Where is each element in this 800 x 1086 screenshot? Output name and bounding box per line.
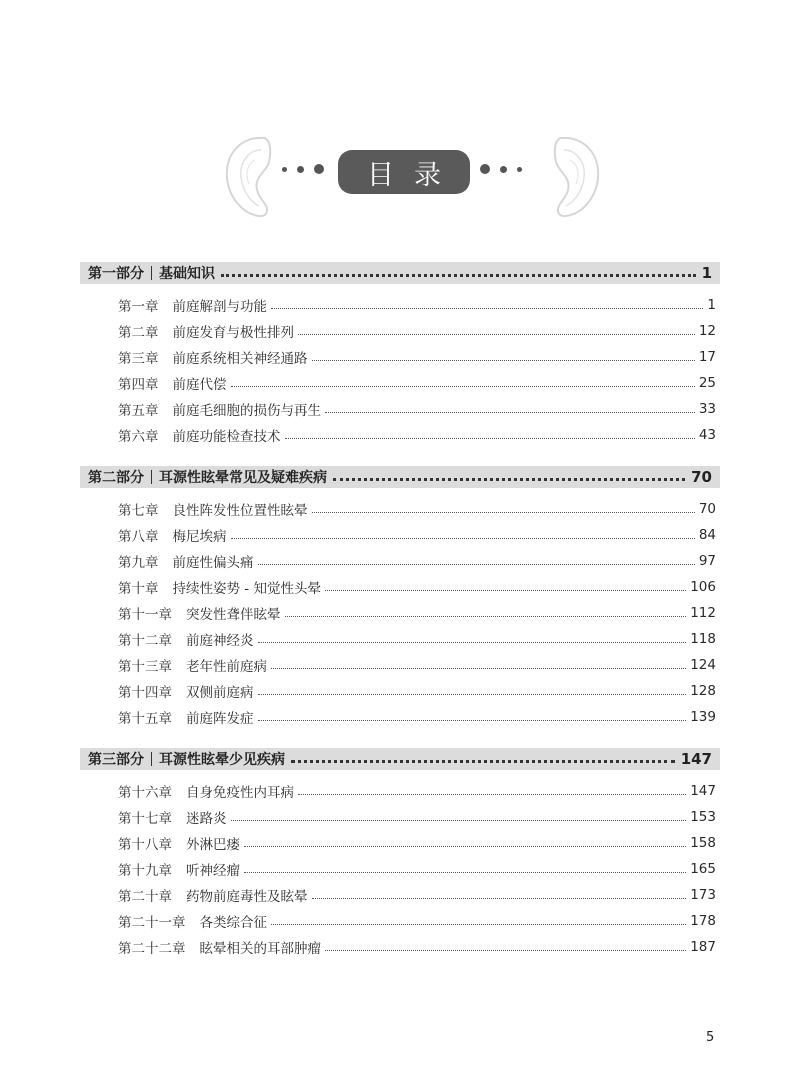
chapter-number: 第五章 <box>118 403 159 419</box>
dot-leader <box>231 386 695 387</box>
part-page: 147 <box>680 750 712 768</box>
toc-chapter[interactable] <box>80 908 720 934</box>
dot-leader <box>244 846 686 847</box>
dot-leader <box>271 924 686 925</box>
dot-leader <box>258 564 695 565</box>
chapter-title: 前庭功能检查技术 <box>172 429 281 445</box>
dot-leader <box>333 478 685 481</box>
dot-leader <box>231 820 687 821</box>
chapter-number: 第九章 <box>118 555 159 571</box>
toc-chapter[interactable] <box>80 626 720 652</box>
chapter-number: 第十六章 <box>118 785 172 801</box>
chapter-list <box>80 778 720 960</box>
chapter-page: 118 <box>690 631 716 647</box>
toc-chapter[interactable] <box>80 704 720 730</box>
chapter-number: 第十八章 <box>118 837 172 853</box>
toc-chapter[interactable] <box>80 934 720 960</box>
chapter-title: 药物前庭毒性及眩晕 <box>186 889 308 905</box>
chapter-title: 迷路炎 <box>186 811 227 827</box>
chapter-page: 187 <box>690 939 716 955</box>
chapter-number: 第七章 <box>118 503 159 519</box>
dot-leader <box>325 412 695 413</box>
chapter-number: 第十一章 <box>118 607 172 623</box>
chapter-page: 178 <box>690 913 716 929</box>
toc-chapter[interactable] <box>80 396 720 422</box>
chapter-title: 前庭阵发症 <box>186 711 254 727</box>
dot-leader <box>258 694 687 695</box>
chapter-title: 前庭神经炎 <box>186 633 254 649</box>
chapter-page: 173 <box>690 887 716 903</box>
page-title: 目录 <box>338 150 470 194</box>
toc-chapter[interactable] <box>80 422 720 448</box>
chapter-page: 97 <box>698 553 716 569</box>
part-separator <box>151 752 152 766</box>
chapter-title: 自身免疫性内耳病 <box>186 785 294 801</box>
chapter-title: 外淋巴瘘 <box>186 837 240 853</box>
dot-leader <box>312 360 695 361</box>
chapter-number: 第二章 <box>118 325 159 341</box>
dot-leader <box>271 668 686 669</box>
chapter-page: 1 <box>707 297 716 313</box>
chapter-list <box>80 496 720 730</box>
chapter-number: 第一章 <box>118 299 159 315</box>
toc-chapter[interactable] <box>80 574 720 600</box>
chapter-number: 第十七章 <box>118 811 172 827</box>
chapter-page: 139 <box>690 709 716 725</box>
dot-leader <box>312 512 695 513</box>
toc-chapter[interactable] <box>80 856 720 882</box>
chapter-number: 第十章 <box>118 581 159 597</box>
chapter-title: 前庭发育与极性排列 <box>172 325 294 341</box>
chapter-number: 第十三章 <box>118 659 172 675</box>
chapter-title: 听神经瘤 <box>186 863 240 879</box>
toc-chapter[interactable] <box>80 652 720 678</box>
chapter-page: 158 <box>690 835 716 851</box>
toc-chapter[interactable] <box>80 548 720 574</box>
dot-leader <box>312 898 687 899</box>
chapter-number: 第二十一章 <box>118 915 186 931</box>
chapter-number: 第十九章 <box>118 863 172 879</box>
toc-part[interactable] <box>80 262 720 284</box>
chapter-page: 84 <box>698 527 716 543</box>
part-page: 70 <box>691 468 712 486</box>
dot-leader <box>325 590 686 591</box>
chapter-page: 33 <box>698 401 716 417</box>
toc-chapter[interactable] <box>80 882 720 908</box>
toc-chapter[interactable] <box>80 344 720 370</box>
toc-chapter[interactable] <box>80 292 720 318</box>
part-title: 耳源性眩晕常见及疑难疾病 <box>159 470 327 486</box>
toc-chapter[interactable] <box>80 778 720 804</box>
chapter-title: 前庭系统相关神经通路 <box>172 351 308 367</box>
chapter-title: 前庭代偿 <box>172 377 227 393</box>
chapter-number: 第四章 <box>118 377 159 393</box>
chapter-page: 17 <box>698 349 716 365</box>
part-number: 第一部分 <box>88 266 144 282</box>
part-number: 第三部分 <box>88 752 144 768</box>
dot-leader <box>258 642 687 643</box>
chapter-number: 第二十二章 <box>118 941 186 957</box>
chapter-title: 持续性姿势 - 知觉性头晕 <box>172 581 321 597</box>
toc-part[interactable] <box>80 748 720 770</box>
part-title: 基础知识 <box>159 266 215 282</box>
part-page: 1 <box>701 264 712 282</box>
chapter-page: 12 <box>698 323 716 339</box>
chapter-page: 124 <box>690 657 716 673</box>
toc-chapter[interactable] <box>80 678 720 704</box>
part-separator <box>151 266 152 280</box>
dot-leader <box>231 538 695 539</box>
chapter-number: 第十五章 <box>118 711 172 727</box>
chapter-page: 112 <box>690 605 716 621</box>
toc-chapter[interactable] <box>80 830 720 856</box>
dot-leader <box>271 308 703 309</box>
chapter-title: 眩晕相关的耳部肿瘤 <box>199 941 321 957</box>
chapter-page: 25 <box>698 375 716 391</box>
toc-chapter[interactable] <box>80 804 720 830</box>
toc-chapter[interactable] <box>80 318 720 344</box>
chapter-page: 70 <box>698 501 716 517</box>
left-dot-ornament <box>282 164 324 174</box>
chapter-page: 147 <box>690 783 716 799</box>
chapter-page: 43 <box>698 427 716 443</box>
right-dot-ornament <box>480 164 522 174</box>
chapter-title: 前庭性偏头痛 <box>172 555 254 571</box>
dot-leader <box>285 616 687 617</box>
dot-leader <box>298 334 695 335</box>
dot-leader <box>291 760 675 763</box>
dot-leader <box>258 720 687 721</box>
dot-leader <box>325 950 686 951</box>
page-number: 5 <box>706 1030 715 1045</box>
chapter-number: 第三章 <box>118 351 159 367</box>
chapter-title: 梅尼埃病 <box>172 529 227 545</box>
ear-outline-icon <box>540 130 610 220</box>
part-title: 耳源性眩晕少见疾病 <box>159 752 285 768</box>
chapter-page: 153 <box>690 809 716 825</box>
part-separator <box>151 470 152 484</box>
toc-chapter[interactable] <box>80 370 720 396</box>
table-of-contents <box>80 262 720 978</box>
toc-chapter[interactable] <box>80 522 720 548</box>
chapter-number: 第八章 <box>118 529 159 545</box>
dot-leader <box>298 794 686 795</box>
dot-leader <box>244 872 686 873</box>
toc-part[interactable] <box>80 466 720 488</box>
chapter-number: 第十四章 <box>118 685 172 701</box>
chapter-page: 128 <box>690 683 716 699</box>
toc-chapter[interactable] <box>80 496 720 522</box>
chapter-title: 前庭解剖与功能 <box>172 299 267 315</box>
dot-leader <box>221 274 696 277</box>
dot-leader <box>285 438 695 439</box>
chapter-number: 第六章 <box>118 429 159 445</box>
chapter-title: 双侧前庭病 <box>186 685 254 701</box>
chapter-title: 良性阵发性位置性眩晕 <box>172 503 308 519</box>
chapter-title: 各类综合征 <box>199 915 267 931</box>
chapter-page: 165 <box>690 861 716 877</box>
chapter-page: 106 <box>690 579 716 595</box>
chapter-title: 老年性前庭病 <box>186 659 267 675</box>
chapter-number: 第二十章 <box>118 889 172 905</box>
ear-outline-icon <box>215 130 285 220</box>
chapter-title: 前庭毛细胞的损伤与再生 <box>172 403 321 419</box>
toc-chapter[interactable] <box>80 600 720 626</box>
chapter-title: 突发性聋伴眩晕 <box>186 607 281 623</box>
part-number: 第二部分 <box>88 470 144 486</box>
chapter-number: 第十二章 <box>118 633 172 649</box>
toc-header <box>0 0 800 230</box>
chapter-list <box>80 292 720 448</box>
